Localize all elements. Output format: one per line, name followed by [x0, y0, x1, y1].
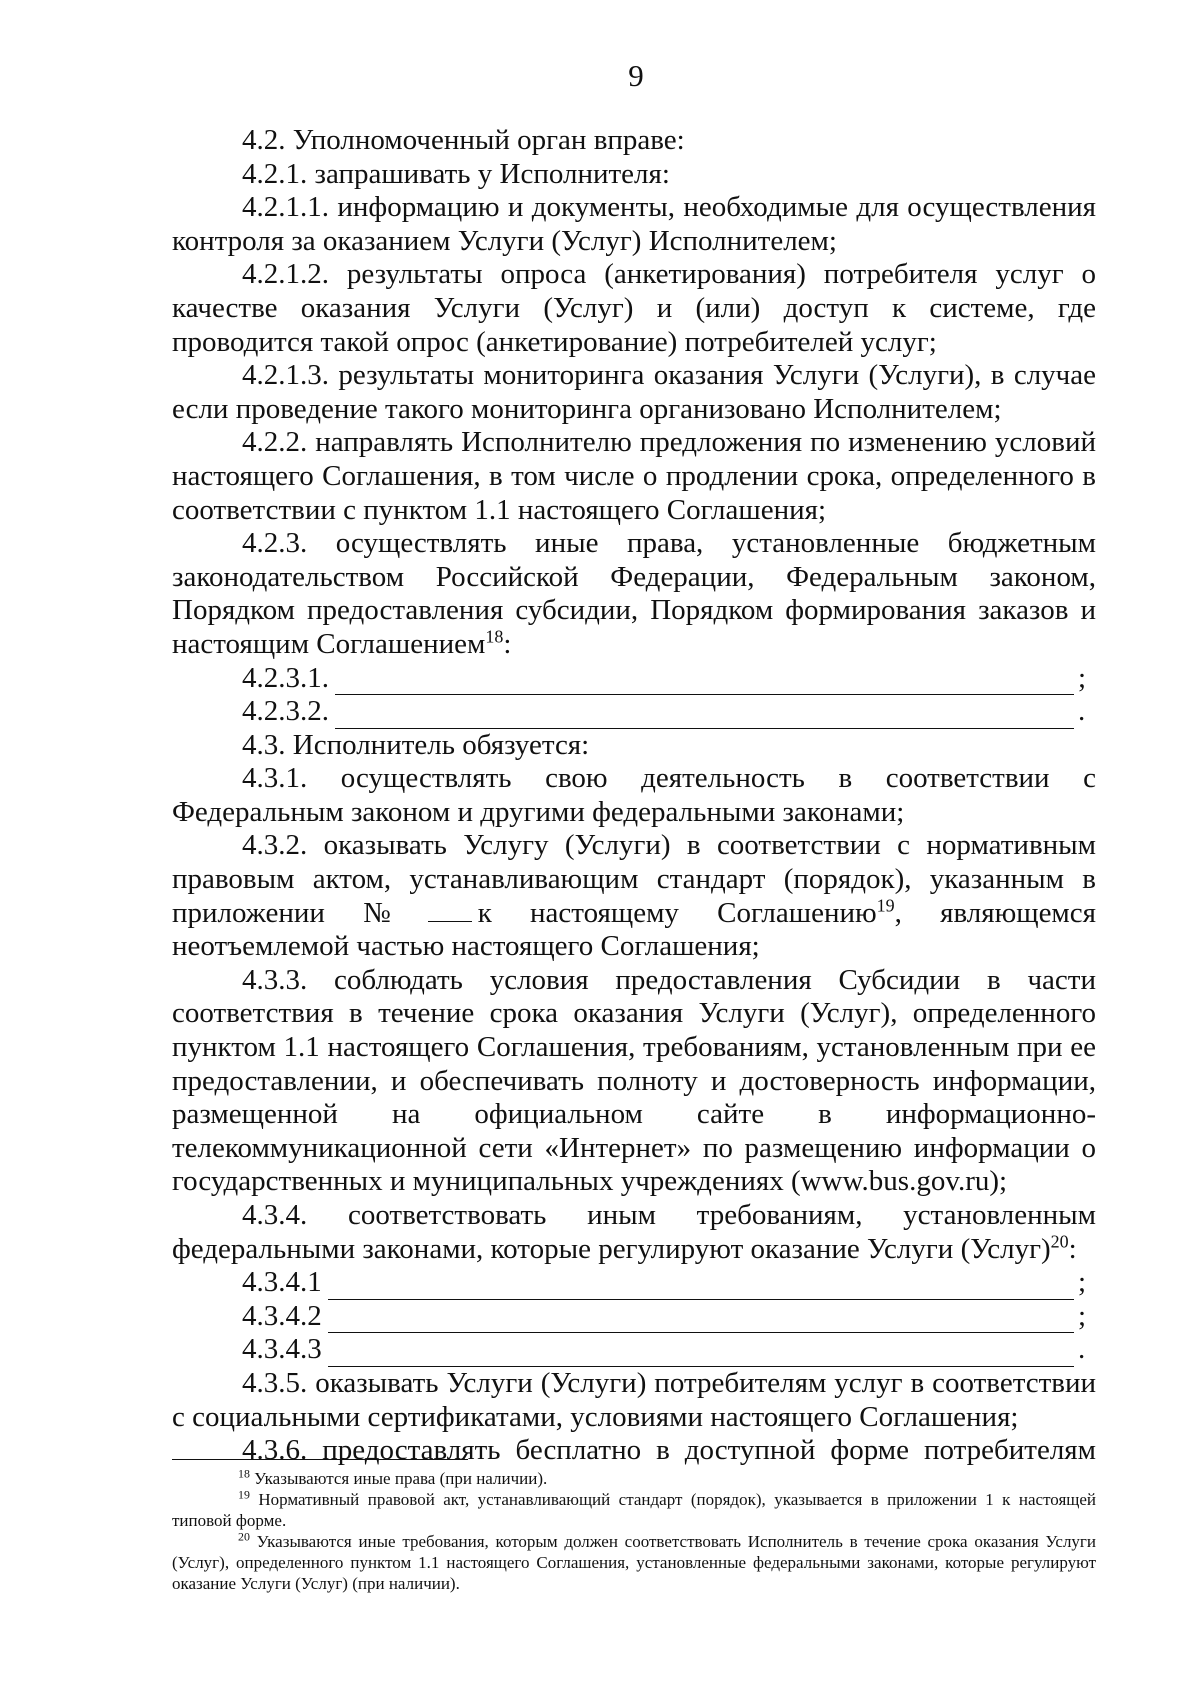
- paragraph-4-2-1-2: 4.2.1.2. результаты опроса (анкетирования) потребителя услуг о качестве оказания Услуги (Услуг) и (или) доступ к системе, где проводится такой опрос (анкетирование) потребителей услуг;: [172, 258, 1096, 358]
- paragraph-4-2-2: 4.2.2. направлять Исполнителю предложения по изменению условий настоящего Соглашения, в том числе о продлении срока, определенного в соответствии с пунктом 1.1 настоящего Соглашения;: [172, 426, 1096, 526]
- paragraph-4-3-6: 4.3.6. предоставлять бесплатно в доступной форме потребителям: [242, 1434, 1096, 1467]
- blank-line-4-3-4-2: [172, 1300, 1096, 1334]
- paragraph-text: 4.3.4. соответствовать иным требованиям, установленным федеральными законами, которые регулируют оказание Услуги (Услуг): [172, 1199, 1096, 1265]
- paragraph-4-2-1-3: 4.2.1.3. результаты мониторинга оказания Услуги (Услуги), в случае если проведение такого мониторинга организовано Исполнителем;: [172, 359, 1096, 425]
- footnote-number: 18: [238, 1466, 250, 1481]
- paragraph-4-2-1: 4.2.1. запрашивать у Исполнителя:: [242, 157, 670, 190]
- blank-fill-line: [335, 704, 1074, 729]
- blank-line-4-3-4-1: [172, 1266, 1096, 1300]
- blank-end: .: [1078, 1333, 1086, 1366]
- blank-label: 4.2.3.2.: [242, 695, 329, 728]
- blank-line-4-2-3-2: [172, 695, 1096, 729]
- footnote-text: Указываются иные права (при наличии).: [254, 1469, 548, 1488]
- footnote-number: 20: [238, 1529, 250, 1544]
- footnote-19: [172, 1489, 1096, 1531]
- paragraph-text: 4.3.2. оказывать Услугу (Услуги) в соответствии с нормативным правовым актом, устанавливающим стандарт (порядок), указанным в приложении №: [172, 829, 1096, 929]
- blank-end: ;: [1078, 1266, 1087, 1299]
- blank-fill-line: [328, 1342, 1074, 1367]
- blank-line-4-3-4-3: [172, 1333, 1096, 1367]
- footnote-number: 19: [238, 1487, 250, 1502]
- annex-number-blank: [428, 901, 472, 922]
- paragraph-4-3-4: [172, 1199, 1096, 1266]
- footnote-18: [172, 1468, 1096, 1489]
- page-number: 9: [628, 58, 644, 93]
- paragraph-text: к настоящему Соглашению: [477, 896, 877, 929]
- paragraph-4-3-1: 4.3.1. осуществлять свою деятельность в соответствии с Федеральным законом и другими федеральными законами;: [172, 762, 1096, 828]
- document-body: [172, 124, 1096, 1468]
- paragraph-text: , являющемся неотъемлемой частью настоящего Соглашения;: [172, 896, 1096, 963]
- footnote-ref-18: 18: [485, 626, 504, 647]
- blank-fill-line: [328, 1308, 1074, 1333]
- paragraph-4-3-5: 4.3.5. оказывать Услуги (Услуги) потребителям услуг в соответствии с социальными сертификатами, условиями настоящего Соглашения;: [172, 1366, 1096, 1433]
- paragraph-4-2: 4.2. Уполномоченный орган вправе:: [242, 124, 685, 156]
- blank-label: 4.2.3.1.: [242, 661, 329, 694]
- blank-line-4-2-3-1: [172, 662, 1096, 696]
- blank-label: 4.3.4.3: [242, 1333, 322, 1366]
- blank-fill-line: [335, 670, 1074, 695]
- footnote-ref-20: 20: [1050, 1230, 1069, 1251]
- blank-end: ;: [1078, 1299, 1087, 1332]
- footnote-separator: [172, 1459, 468, 1460]
- paragraph-4-2-3: [172, 527, 1096, 661]
- footnote-text: Нормативный правовой акт, устанавливающий стандарт (порядок), указывается в приложении 1 к настоящей типовой форме.: [172, 1490, 1097, 1530]
- paragraph-punct: :: [1068, 1232, 1077, 1265]
- paragraph-text: 4.2.3. осуществлять иные права, установленные бюджетным законодательством Российской Федерации, Федеральным законом, Порядком предоставления субсидии, Порядком формирования заказов и настоящим Соглашением: [172, 527, 1096, 660]
- blank-label: 4.3.4.2: [242, 1299, 322, 1332]
- blank-end: ;: [1078, 661, 1087, 694]
- footnotes: [172, 1468, 1096, 1594]
- blank-end: .: [1078, 695, 1086, 728]
- footnote-20: [172, 1531, 1096, 1594]
- paragraph-4-3-3: 4.3.3. соблюдать условия предоставления Субсидии в части соответствия в течение срока оказания Услуги (Услуг), определенного пунктом 1.1 настоящего Соглашения, требованиям, установленным при ее предоставлении, и обеспечивать полноту и достоверность информации, размещенной на официальном сайте в информационно-телекоммуникационной сети «Интернет» по размещению информации о государственных и муниципальных учреждениях (www.bus.gov.ru);: [172, 963, 1096, 1198]
- footnote-ref-19: 19: [876, 895, 895, 915]
- paragraph-punct: :: [503, 627, 512, 660]
- paragraph-4-2-1-1: 4.2.1.1. информацию и документы, необходимые для осуществления контроля за оказанием Услуги (Услуг) Исполнителем;: [172, 191, 1096, 257]
- footnote-text: Указываются иные требования, которым должен соответствовать Исполнитель в течение срока оказания Услуги (Услуг), определенного пунктом 1.1 настоящего Соглашения, установленные федеральными законами, которые регулируют оказание Услуги (Услуг) (при наличии).: [172, 1532, 1096, 1593]
- paragraph-4-3-2: [172, 829, 1096, 963]
- paragraph-4-3: 4.3. Исполнитель обязуется:: [242, 728, 590, 761]
- blank-label: 4.3.4.1: [242, 1266, 322, 1299]
- blank-fill-line: [328, 1275, 1074, 1300]
